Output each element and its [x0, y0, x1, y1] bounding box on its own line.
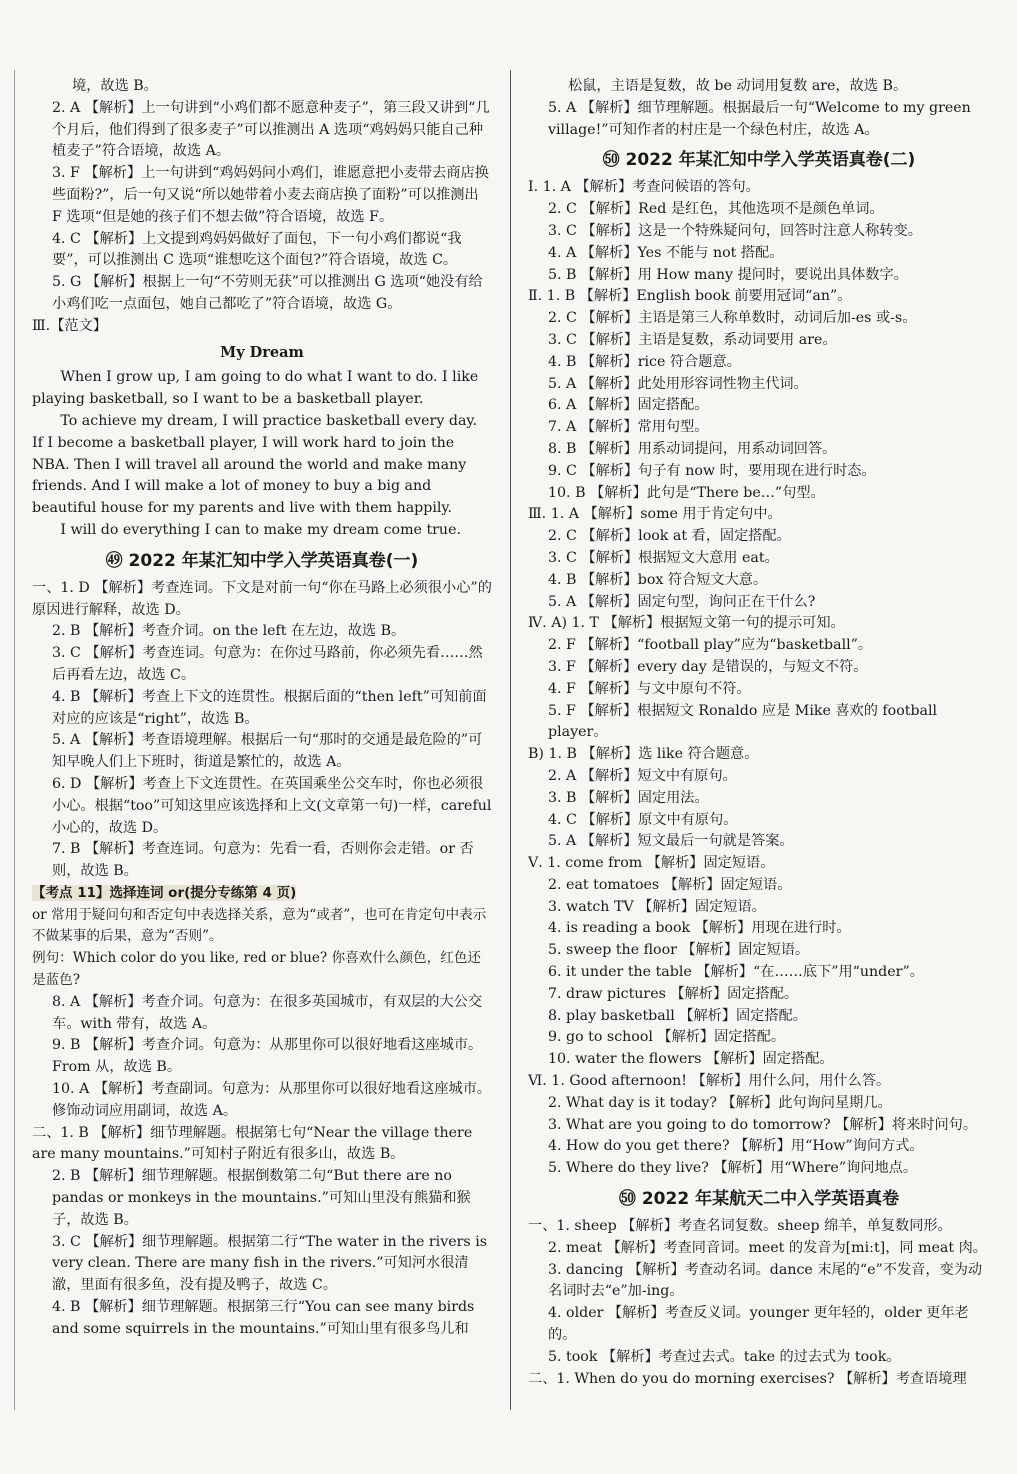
- answer-item: 7. A 【解析】常用句型。: [548, 419, 709, 436]
- answer-item: 3. C 【解析】主语是复数，系动词要用 are。: [548, 331, 837, 348]
- answer-item: Ⅳ. A) 1. T 【解析】根据短文第一句的提示可知。: [528, 615, 845, 632]
- answer-item: 4. C 【解析】原文中有原句。: [548, 811, 738, 828]
- answer-item: 3. F 【解析】every day 是错误的，与短文不符。: [548, 658, 868, 675]
- knowledge-point-label: 【考点 11】选择连词 or(提分专练第 4 页): [32, 884, 297, 901]
- answer-item: 9. C 【解析】句子有 now 时，要用现在进行时态。: [548, 462, 876, 479]
- answer-item: 5. Where do they live? 【解析】用“Where”询问地点。: [548, 1160, 918, 1177]
- knowledge-point-note: or 常用于疑问句和否定句中表选择关系，意为“或者”，也可在肯定句中表示不做某事的后果，意为“否则”。: [32, 906, 487, 945]
- answer-item: 二、1. B 【解析】细节理解题。根据第七句“Near the village there are many mountains.”可知村子附近有很多山，故选 B。: [32, 1124, 473, 1163]
- answer-item: 3. C 【解析】细节理解题。根据第二行“The water in the rivers is very clean. There are many fish in the rivers.”可知河水很清澈，里面有很多鱼，没有提及鸭子，故选 C。: [52, 1233, 488, 1294]
- answer-item: Ⅴ. 1. come from 【解析】固定短语。: [528, 855, 775, 872]
- answer-item: Ⅵ. 1. Good afternoon! 【解析】用什么问，用什么答。: [528, 1073, 891, 1090]
- answer-item: 4. B 【解析】考查上下文的连贯性。根据后面的“then left”可知前面对应的应该是“right”，故选 B。: [52, 688, 487, 727]
- answer-item: 5. A 【解析】短文最后一句就是答案。: [548, 833, 794, 850]
- answer-item: 3. What are you going to do tomorrow? 【解析】将来时问句。: [548, 1116, 978, 1133]
- answer-item: 2. C 【解析】主语是第三人称单数时，动词后加-es 或-s。: [548, 310, 917, 327]
- answer-item: 二、1. When do you do morning exercises? 【解析】考查语境理: [528, 1370, 967, 1387]
- answer-item: 3. dancing 【解析】考查动名词。dance 末尾的“e”不发音，变为动名词时去“e”加-ing。: [548, 1261, 983, 1300]
- answer-item: 4. C 【解析】上文提到鸡妈妈做好了面包，下一句小鸡们都说“我要”，可以推测出 C 选项“谁想吃这个面包?”符合语境，故选 C。: [52, 230, 462, 269]
- answer-item: 2. B 【解析】细节理解题。根据倒数第二句“But there are no pandas or monkeys in the mountains.”可知山里没有熊猫和猴子，故选 B。: [52, 1168, 471, 1228]
- answer-item: 7. B 【解析】考查连词。句意为：先看一看，否则你会走错。or 否则，故选 B。: [52, 841, 474, 880]
- answer-item: 一、1. sheep 【解析】考查名词复数。sheep 绵羊，单复数同形。: [528, 1218, 952, 1235]
- essay-title: My Dream: [220, 343, 304, 361]
- answer-item: 8. play basketball 【解析】固定搭配。: [548, 1007, 807, 1024]
- answer-item: 3. F 【解析】上一句讲到“鸡妈妈问小鸡们，谁愿意把小麦带去商店换些面粉?”，后一句又说“所以她带着小麦去商店换了面粉”可以推测出 F 选项“但是她的孩子们不想去做”符合语境，故选 F。: [52, 165, 489, 225]
- answer-item: 4. B 【解析】box 符合短文大意。: [548, 571, 768, 588]
- answer-item: 2. C 【解析】look at 看，固定搭配。: [548, 528, 791, 545]
- essay-paragraph: When I grow up, I am going to do what I want to do. I like playing basketball, so I want to be a basketball player.: [32, 369, 479, 408]
- answer-item: 5. A 【解析】细节理解题。根据最后一句“Welcome to my green village!”可知作者的村庄是一个绿色村庄，故选 A。: [548, 99, 971, 138]
- answer-item: 5. A 【解析】考查语境理解。根据后一句“那时的交通是最危险的”可知早晚人们上下班时，街道是繁忙的，故选 A。: [52, 732, 483, 771]
- answer-item: 5. A 【解析】固定句型，询问正在干什么?: [548, 593, 816, 610]
- answer-item: 5. took 【解析】考查过去式。take 的过去式为 took。: [548, 1348, 901, 1365]
- answer-item: Ⅲ.【范文】: [32, 317, 107, 334]
- answer-item: 4. How do you get there? 【解析】用“How”询问方式。: [548, 1138, 924, 1155]
- answer-item: 6. A 【解析】固定搭配。: [548, 397, 709, 414]
- answer-item: 10. A 【解析】考查副词。句意为：从那里你可以很好地看这座城市。修饰动词应用副词，故选 A。: [52, 1081, 492, 1119]
- answer-item: 4. B 【解析】细节理解题。根据第三行“You can see many birds and some squirrels in the mountains.”可知山里有很多鸟儿和: [52, 1299, 475, 1337]
- answer-item: 6. D 【解析】考查上下文连贯性。在英国乘坐公交车时，你也必须很小心。根据“too”可知这里应该选择和上文(文章第一句)一样，careful 小心的，故选 D。: [52, 775, 492, 836]
- knowledge-point-heading: [32, 883, 492, 905]
- answer-item: 9. B 【解析】考查介词。句意为：从那里你可以很好地看这座城市。From 从，故选 B。: [52, 1037, 483, 1076]
- answer-item: 5. sweep the floor 【解析】固定短语。: [548, 942, 810, 959]
- answer-item: 3. B 【解析】固定用法。: [548, 789, 709, 806]
- answer-item: 7. draw pictures 【解析】固定搭配。: [548, 985, 799, 1002]
- right-column: [528, 76, 990, 1390]
- answer-item: 8. B 【解析】用系动词提问，用系动词回答。: [548, 440, 837, 457]
- answer-item: 3. watch TV 【解析】固定短语。: [548, 898, 766, 915]
- knowledge-point-note: 例句：Which color do you like, red or blue? 你喜欢什么颜色，红色还是蓝色?: [32, 950, 482, 989]
- answer-item: 3. C 【解析】这是一个特殊疑问句，回答时注意人称转变。: [548, 222, 922, 239]
- answer-item: 松鼠，主语是复数，故 be 动词用复数 are，故选 B。: [568, 78, 908, 94]
- answer-item: 4. B 【解析】rice 符合题意。: [548, 353, 741, 370]
- section-title: ㊾ 2022 年某汇知中学入学英语真卷(一): [105, 550, 419, 571]
- answer-item: 2. C 【解析】Red 是红色，其他选项不是颜色单词。: [548, 201, 884, 218]
- answer-item: 2. meat 【解析】考查同音词。meet 的发音为[miːt]，同 meat 肉。: [548, 1239, 987, 1256]
- answer-item: 3. C 【解析】考查连词。句意为：在你过马路前，你必须先看……然后再看左边，故选 C。: [52, 645, 483, 683]
- left-column: [32, 76, 492, 1341]
- answer-item: 2. B 【解析】考查介词。on the left 在左边，故选 B。: [52, 623, 406, 640]
- answer-item: 5. A 【解析】此处用形容词性物主代词。: [548, 375, 808, 392]
- answer-item: 5. F 【解析】根据短文 Ronaldo 应是 Mike 喜欢的 football player。: [548, 702, 938, 741]
- answer-item: 4. older 【解析】考查反义词。younger 更年轻的，older 更年老的。: [548, 1305, 969, 1344]
- answer-item: Ⅲ. 1. A 【解析】some 用于肯定句中。: [528, 506, 782, 523]
- answer-item: 4. A 【解析】Yes 不能与 not 搭配。: [548, 244, 784, 261]
- answer-item: 5. B 【解析】用 How many 提问时，要说出具体数字。: [548, 266, 908, 283]
- answer-item: 2. eat tomatoes 【解析】固定短语。: [548, 876, 792, 893]
- left-margin-rule: [14, 70, 15, 1410]
- answer-item: 4. is reading a book 【解析】用现在进行时。: [548, 920, 851, 937]
- answer-item: 3. C 【解析】根据短文大意用 eat。: [548, 549, 779, 566]
- answer-item: 10. water the flowers 【解析】固定搭配。: [548, 1051, 834, 1068]
- answer-item: 5. G 【解析】根据上一句“不劳则无获”可以推测出 G 选项“她没有给小鸡们吃一点面包，她自己都吃了”符合语境，故选 G。: [52, 274, 483, 312]
- answer-item: 2. What day is it today? 【解析】此句询问星期几。: [548, 1094, 892, 1111]
- answer-item: B) 1. B 【解析】选 like 符合题意。: [528, 746, 759, 763]
- answer-item: 10. B 【解析】此句是“There be…”句型。: [548, 484, 825, 501]
- section-title: ㊿ 2022 年某汇知中学入学英语真卷(二): [602, 150, 916, 171]
- answer-item: 9. go to school 【解析】固定搭配。: [548, 1029, 786, 1046]
- essay-paragraph: I will do everything I can to make my dream come true.: [60, 521, 461, 538]
- column-divider: [510, 70, 511, 1410]
- answer-item: 2. A 【解析】上一句讲到“小鸡们都不愿意种麦子”，第三段又讲到“几个月后，他们得到了很多麦子”可以推测出 A 选项“鸡妈妈只能自己种植麦子”符合语境，故选 A。: [52, 99, 490, 160]
- answer-item: 8. A 【解析】考查介词。句意为：在很多英国城市，有双层的大公交车。with 带有，故选 A。: [52, 993, 483, 1032]
- answer-item: Ⅱ. 1. B 【解析】English book 前要用冠词“an”。: [528, 288, 852, 305]
- answer-item: 2. F 【解析】“football play”应为“basketball”。: [548, 637, 873, 654]
- answer-item: 一、1. D 【解析】考查连词。下文是对前一句“你在马路上必须很小心”的原因进行解释，故选 D。: [32, 579, 492, 618]
- answer-item: 6. it under the table 【解析】“在……底下”用“under”。: [548, 964, 924, 981]
- answer-item: 境，故选 B。: [72, 78, 158, 94]
- essay-paragraph: To achieve my dream, I will practice basketball every day. If I become a basketball player, I will work hard to join the NBA. Then I will travel all around the world and make many friends. And I will make a lot of money to buy a big and beautiful house for my parents and live with them happily.: [32, 412, 478, 517]
- answer-item: 2. A 【解析】短文中有原句。: [548, 767, 737, 784]
- answer-item: Ⅰ. 1. A 【解析】考查问候语的答句。: [528, 179, 760, 196]
- section-title: ㊿ 2022 年某航天二中入学英语真卷: [618, 1189, 900, 1210]
- answer-item: 4. F 【解析】与文中原句不符。: [548, 680, 751, 697]
